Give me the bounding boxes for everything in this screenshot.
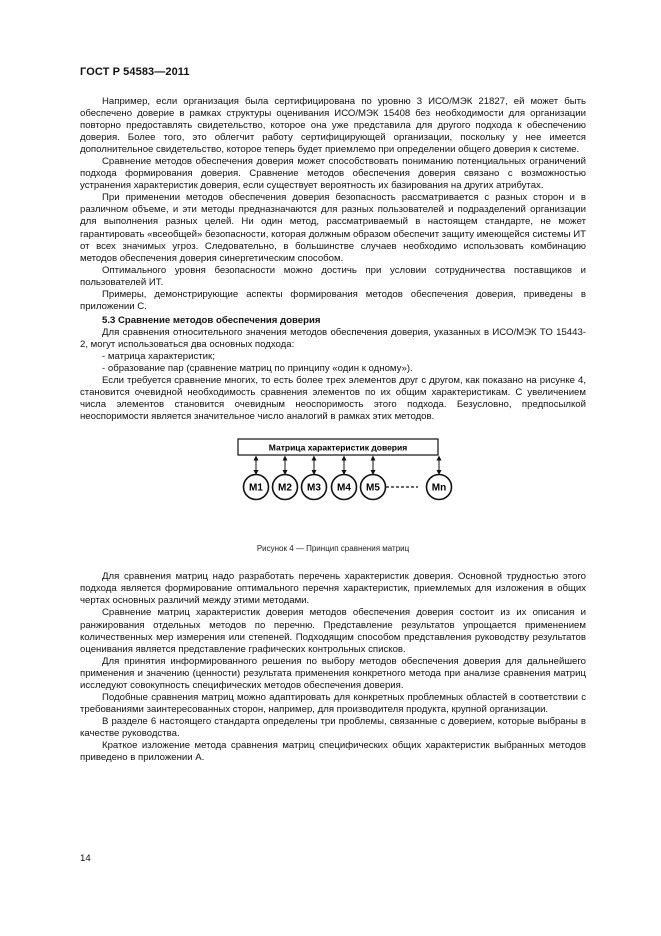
figure-matrix-comparison	[80, 431, 586, 541]
node-m1	[244, 458, 269, 500]
matrix-box	[238, 439, 438, 455]
node-m5	[361, 458, 386, 500]
node-m4	[332, 458, 357, 500]
section-heading: 5.3 Сравнение методов обеспечения доверия	[102, 314, 321, 326]
page-number: 14	[80, 853, 91, 864]
paragraph: Сравнение методов обеспечения доверия может способствовать пониманию потенциальных ограничений подхода формирования доверия. Сравнение методов обеспечения доверия связано с возможностью устранения характеристик доверия, если существует вероятность их базирования на других атрибутах.	[80, 156, 586, 192]
node-label: Mn	[431, 482, 447, 494]
paragraph: Подобные сравнения матриц можно адаптировать для конкретных проблемных областей в соответствии с требованиями заинтересованных сторон, например, для производителя продукта, крупной организации.	[80, 691, 586, 715]
paragraph: При применении методов обеспечения доверия безопасность рассматривается с разных сторон и в различном объеме, и эти методы предназначаются для разных пользователей и подразделений организации для выполнения разных целей. Ни один метод, рассматриваемый в настоящем стандарте, не может гарантировать «всеобщей» безопасности, которая должным образом обеспечит защиту имеющейся системы ИТ от всех значимых угроз. Следовательно, в большинстве случаев необходимо использовать комбинацию методов обеспечения доверия синергетическим способом.	[80, 192, 586, 264]
paragraph: Краткое изложение метода сравнения матриц специфических общих характеристик выбранных методов приведено в приложении А.	[80, 739, 586, 764]
node-label: M3	[307, 482, 321, 494]
node-label: M1	[249, 482, 263, 494]
node-label: M5	[366, 482, 380, 494]
paragraph: Для принятия информированного решения по выбору методов обеспечения доверия для дальнейшего применения и значению (ценности) результата применения конкретного метода при анализе сравнения матриц исследуют совокупность специфических методов обеспечения доверия.	[80, 655, 586, 691]
node-label: M4	[337, 482, 351, 494]
paragraph: Для сравнения матриц надо разработать перечень характеристик доверия. Основной трудностью этого подхода является формирование оптимального перечня характеристик, приемлемых для изложения в общих чертах основных различий между этими методами.	[80, 571, 586, 607]
paragraph: Если требуется сравнение многих, то есть более трех элементов друг с другом, как показано на рисунке 4, становится очевидной необходимость сравнения элементов по их общим характеристикам. С увеличением числа элементов становится очевидным неоспоримость этого подхода. Безусловно, предпосылкой неоспоримости является значительное число аналогий в рамках этих методов.	[80, 375, 586, 423]
node-label: M2	[278, 482, 292, 494]
list-item: - образование пар (сравнение матриц по принципу «один к одному»).	[102, 363, 413, 375]
paragraph: Сравнение матриц характеристик доверия методов обеспечения доверия состоит из их описания и ранжирования отдельных методов по перечню. Представление результатов упрощается применением количественных мер измерения или степеней. Подходящим способом представления руководству результатов оценивания является представление графических контрольных списков.	[80, 607, 586, 655]
matrix-box-label: Матрица характеристик доверия	[268, 442, 408, 453]
figure-caption: Рисунок 4 — Принцип сравнения матриц	[256, 544, 410, 554]
document-header: ГОСТ Р 54583—2011	[80, 66, 190, 78]
figure-diagram	[80, 431, 586, 541]
node-m2	[273, 458, 298, 500]
document-body	[80, 96, 586, 764]
node-mn	[427, 458, 452, 500]
paragraph: Для сравнения относительного значения методов обеспечения доверия, указанных в ИСО/МЭК ТО 15443-2, могут использоваться два основных подхода:	[80, 326, 586, 350]
list-item: - матрица характеристик;	[102, 350, 215, 362]
paragraph: В разделе 6 настоящего стандарта определены три проблемы, связанные с доверием, которые выбраны в качестве руководства.	[80, 715, 586, 739]
node-group	[244, 458, 452, 500]
paragraph: Оптимального уровня безопасности можно достичь при условии сотрудничества поставщиков и пользователей ИТ.	[80, 264, 586, 288]
paragraph: Например, если организация была сертифицирована по уровню 3 ИСО/МЭК 21827, ей может быть обеспечено доверие в рамках структуры оценивания ИСО/МЭК 15408 без необходимости для организации повторно предоставлять свидетельство, которое она уже представила для другого подхода к обеспечению доверия. Более того, это облегчит работу сертифицирующей организации, поскольку у нее имеется дополнительное свидетельство, которое теперь будет приемлемо при определении общего доверия к системе.	[80, 96, 586, 156]
node-m3	[302, 458, 327, 500]
paragraph: Примеры, демонстрирующие аспекты формирования методов обеспечения доверия, приведены в приложении С.	[80, 288, 586, 312]
